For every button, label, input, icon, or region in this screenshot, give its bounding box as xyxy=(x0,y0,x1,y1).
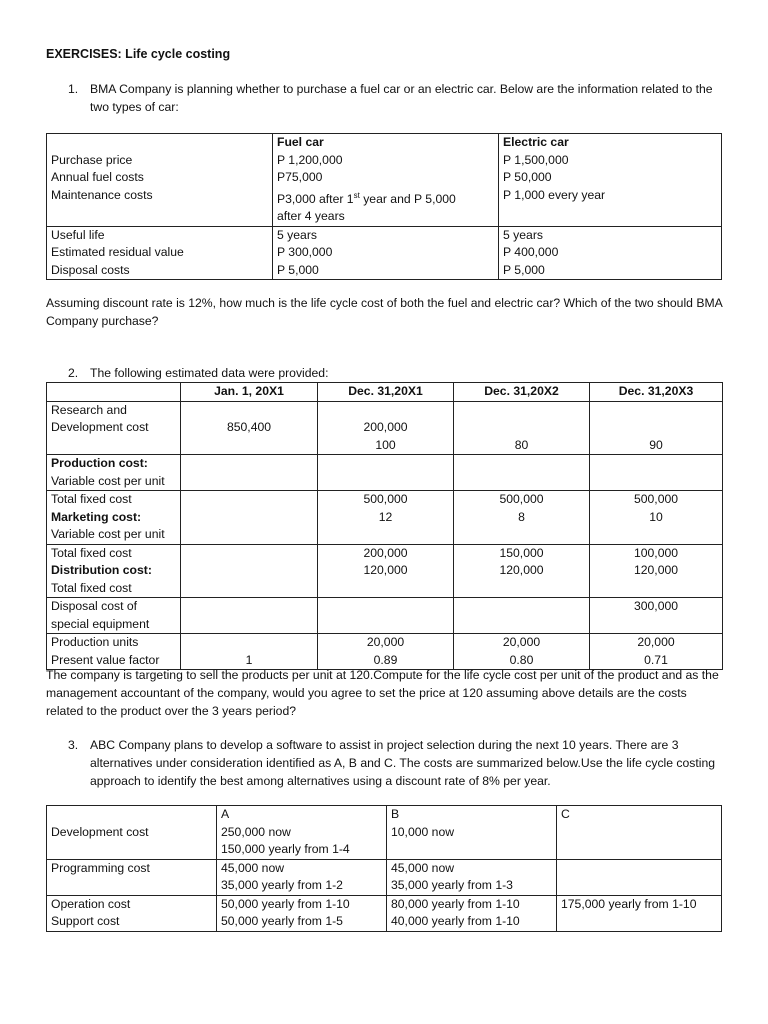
cell-value: 100,000 xyxy=(633,545,679,560)
table-header: Dec. 31,20X2 xyxy=(454,383,590,402)
table-cell xyxy=(590,544,723,598)
table-cell: P 1,000 every year xyxy=(499,187,722,227)
label-line: Research and xyxy=(51,402,127,417)
table-header: Dec. 31,20X3 xyxy=(590,383,723,402)
cell-value: 500,000 xyxy=(363,492,408,506)
table-header: A xyxy=(217,806,387,824)
table-cell xyxy=(557,859,722,895)
cell-value: 35,000 yearly from 1-3 xyxy=(391,878,513,892)
cell-value: 45,000 now xyxy=(391,860,455,875)
cell-value: 10 xyxy=(649,509,663,524)
cell-value: 1 xyxy=(245,652,253,667)
cell-value: 10,000 now xyxy=(391,824,455,839)
row-label: Development cost xyxy=(51,824,149,839)
label-line: Distribution cost: xyxy=(51,563,152,577)
cell-value: 90 xyxy=(649,437,663,452)
table-cell: 80,000 yearly from 1-10 xyxy=(387,895,557,913)
table-cell xyxy=(318,455,454,491)
table-cell xyxy=(557,824,722,860)
cell-value: 45,000 now xyxy=(221,860,285,875)
table-cell: P 50,000 xyxy=(499,169,722,187)
label-line: special equipment xyxy=(51,616,150,631)
table-cell xyxy=(47,824,217,860)
table-cell: P 300,000 xyxy=(273,244,499,262)
cell-value: 500,000 xyxy=(499,492,544,506)
row-label xyxy=(47,598,181,634)
label-line: Total fixed cost xyxy=(51,492,132,506)
cell-value: 150,000 yearly from 1-4 xyxy=(221,842,350,856)
table-cell xyxy=(318,544,454,598)
table-cell xyxy=(454,634,590,670)
table-cell xyxy=(318,634,454,670)
cell-value: 35,000 yearly from 1-2 xyxy=(221,878,343,892)
row-label xyxy=(47,455,181,491)
table-cell: P75,000 xyxy=(273,169,499,187)
table-header xyxy=(47,806,217,824)
maint-fuel-part-a: P3,000 after 1 xyxy=(277,191,354,206)
table-cell xyxy=(454,598,590,634)
table-cell xyxy=(318,491,454,545)
table-cell xyxy=(181,634,318,670)
question-2 xyxy=(46,364,726,382)
table-cell: 50,000 yearly from 1-10 xyxy=(217,895,387,913)
table-header: Dec. 31,20X1 xyxy=(318,383,454,402)
question-1-prompt: Assuming discount rate is 12%, how much is the life cycle cost of both the fuel and electric car? Which of the two should BMA Company purchase? xyxy=(46,296,723,328)
maint-fuel-superscript: st xyxy=(353,190,360,200)
table-cell xyxy=(387,824,557,860)
table-cell: P 5,000 xyxy=(499,262,722,280)
table-cell xyxy=(454,401,590,455)
question-1-text: BMA Company is planning whether to purchase a fuel car or an electric car. Below are the information related to the two types of car: xyxy=(90,82,713,114)
label-line: Marketing cost: xyxy=(51,509,142,524)
table-cell: 5 years xyxy=(273,226,499,244)
cell-value: 120,000 xyxy=(363,563,408,577)
cell-value: 200,000 xyxy=(363,420,408,434)
table-cell: Useful life xyxy=(47,226,273,244)
table-cell: Support cost xyxy=(47,913,217,931)
cell-value: 850,400 xyxy=(226,420,272,434)
table-cell: Operation cost xyxy=(47,895,217,913)
label-line: Present value factor xyxy=(51,652,160,667)
question-2-prompt: The company is targeting to sell the products per unit at 120.Compute for the life cycle cost per unit of the product and as the management accountant of the company, would you agree to set the price at 120 assuming above details are the costs related to the product over the 3 years period? xyxy=(46,668,719,718)
table-cell: 175,000 yearly from 1-10 xyxy=(557,895,722,913)
page-title: EXERCISES: Life cycle costing xyxy=(46,47,231,61)
cell-value: 250,000 now xyxy=(221,824,291,839)
table-cell xyxy=(181,544,318,598)
label-line: Variable cost per unit xyxy=(51,527,165,541)
question-2-text: The following estimated data were provided: xyxy=(90,366,329,380)
cell-value: 20,000 xyxy=(366,635,405,649)
table-cell xyxy=(217,859,387,895)
table-cell: 40,000 yearly from 1-10 xyxy=(387,913,557,931)
question-1 xyxy=(46,80,726,120)
table-cell xyxy=(454,455,590,491)
cell-value: 120,000 xyxy=(499,563,544,577)
cell-value: 0.89 xyxy=(373,652,398,667)
table-cell: Annual fuel costs xyxy=(47,169,273,187)
table-cell xyxy=(181,455,318,491)
table-cell xyxy=(318,401,454,455)
cell-value: 0.80 xyxy=(509,652,534,667)
table-cell: P 400,000 xyxy=(499,244,722,262)
table-cell xyxy=(590,598,723,634)
table-header: B xyxy=(387,806,557,824)
row-label: Programming cost xyxy=(51,860,150,875)
question-2-number: 2. xyxy=(68,366,79,380)
label-line: Total fixed cost xyxy=(51,580,132,595)
row-label xyxy=(47,634,181,670)
label-line: Disposal cost of xyxy=(51,599,138,613)
cell-value: 200,000 xyxy=(363,545,408,560)
table-cell: Maintenance costs xyxy=(47,187,273,227)
cell-value: 20,000 xyxy=(637,635,675,649)
cell-value: 0.71 xyxy=(644,652,668,667)
table-cell xyxy=(181,598,318,634)
table-cell xyxy=(318,598,454,634)
label-line: Development cost xyxy=(51,420,149,434)
table-cell: Disposal costs xyxy=(47,262,273,280)
question-3-text: ABC Company plans to develop a software to assist in project selection during the next 10 years. There are 3 alternatives under consideration identified as A, B and C. The costs are summarized below.Use the life cycle costing approach to identify the best among alternatives using a discount rate of 8% per year. xyxy=(90,738,716,788)
table-cell xyxy=(181,491,318,545)
table-cell xyxy=(454,544,590,598)
cell-value: 12 xyxy=(378,509,393,524)
table-cell: 5 years xyxy=(499,226,722,244)
table-cell xyxy=(454,491,590,545)
cell-value: 100 xyxy=(375,437,396,452)
table-cell xyxy=(590,401,723,455)
label-line: Production cost: xyxy=(51,456,148,470)
cell-value: 500,000 xyxy=(633,492,679,506)
cell-value: 8 xyxy=(518,509,525,524)
software-alternatives-table xyxy=(46,805,722,932)
table-cell xyxy=(590,491,723,545)
table-header: Electric car xyxy=(499,134,722,152)
row-label xyxy=(47,544,181,598)
row-label xyxy=(47,491,181,545)
product-cost-table xyxy=(46,382,723,670)
cell-value: 80 xyxy=(514,437,529,452)
cell-value: 300,000 xyxy=(633,599,679,613)
table-header xyxy=(47,134,273,152)
table-header: C xyxy=(557,806,722,824)
table-cell xyxy=(217,824,387,860)
question-1-number: 1. xyxy=(68,82,79,96)
question-3 xyxy=(46,736,726,790)
table-cell xyxy=(387,859,557,895)
row-label xyxy=(47,401,181,455)
cell-value: 20,000 xyxy=(502,635,541,649)
table-cell xyxy=(47,859,217,895)
table-cell xyxy=(590,455,723,491)
maint-fuel-part-c: after 4 years xyxy=(277,209,345,224)
table-cell xyxy=(273,187,499,227)
cell-value: 120,000 xyxy=(633,563,679,577)
label-line: Production units xyxy=(51,635,139,649)
label-line: Variable cost per unit xyxy=(51,473,165,488)
table-cell xyxy=(181,401,318,455)
table-cell: Estimated residual value xyxy=(47,244,273,262)
table-cell xyxy=(590,634,723,670)
table-header: Jan. 1, 20X1 xyxy=(181,383,318,402)
label-line: Total fixed cost xyxy=(51,545,132,560)
cell-value: 150,000 xyxy=(499,545,544,560)
table-cell: P 5,000 xyxy=(273,262,499,280)
table-cell: 50,000 yearly from 1-5 xyxy=(217,913,387,931)
question-3-number: 3. xyxy=(68,738,79,752)
table-cell: P 1,200,000 xyxy=(273,152,499,170)
maint-fuel-part-b: year and P 5,000 xyxy=(359,191,456,206)
car-comparison-table xyxy=(46,133,722,280)
table-header: Fuel car xyxy=(273,134,499,152)
table-cell xyxy=(557,913,722,931)
table-header xyxy=(47,383,181,402)
table-cell: Purchase price xyxy=(47,152,273,170)
table-cell: P 1,500,000 xyxy=(499,152,722,170)
